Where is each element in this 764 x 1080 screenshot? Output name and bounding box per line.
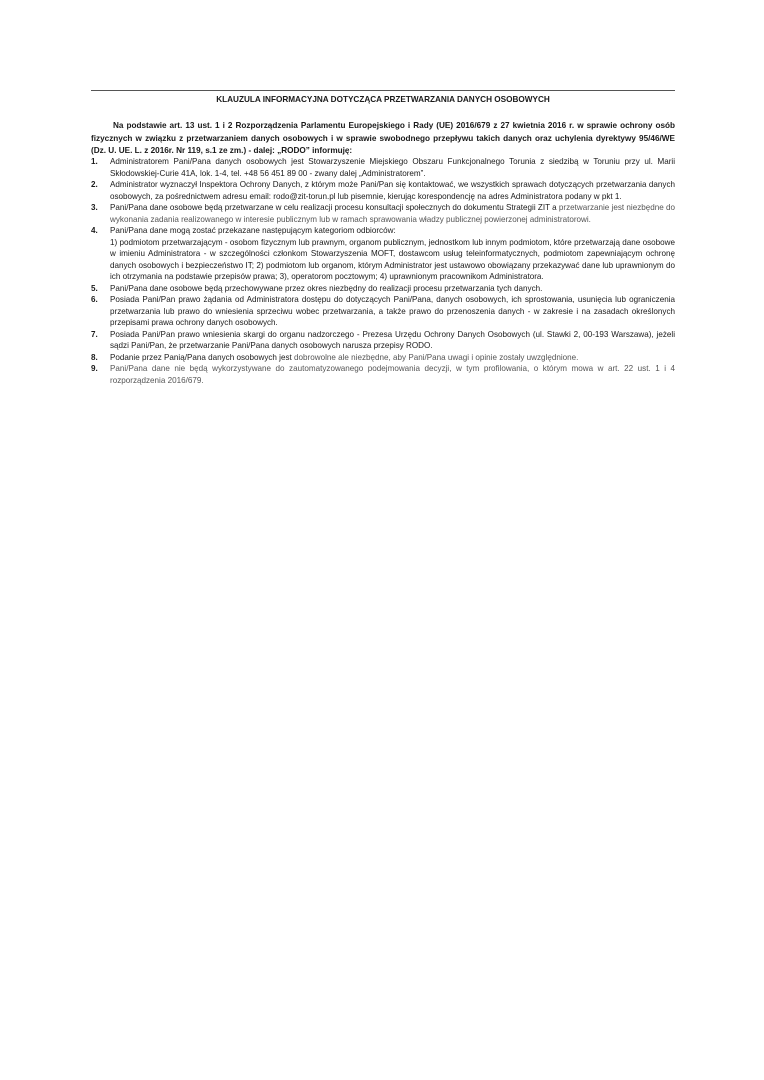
clause-item-3	[91, 202, 675, 225]
clause-text: Posiada Pani/Pan prawo żądania od Administratora dostępu do dotyczących Pani/Pana, danych osobowych, ich sprostowania, usunięcia lub ograniczenia przetwarzania lub prawo do wniesienia sprzeciwu wobec przetwarzania, a także prawo do przenoszenia danych - w zakresie i na zasadach określonych przepisami prawa ochrony danych osobowych.	[110, 295, 675, 327]
intro-paragraph: Na podstawie art. 13 ust. 1 i 2 Rozporządzenia Parlamentu Europejskiego i Rady (UE) 2016/679 z 27 kwietnia 2016 r. w sprawie ochrony osób fizycznych w związku z przetwarzaniem danych osobowych i w sprawie swobodnego przepływu takich danych oraz uchylenia dyrektywy 95/46/WE (Dz. U. UE. L. z 2016r. Nr 119, s.1 ze zm.) - dalej: „RODO” informuję:	[91, 121, 675, 156]
clause-item-5	[91, 283, 675, 295]
clause-text-part: Pani/Pana dane osobowe będą przetwarzane w celu realizacji procesu konsultacji społecznych do dokumentu Strategii ZIT a	[110, 203, 559, 212]
document-title: KLAUZULA INFORMACYJNA DOTYCZĄCA PRZETWARZANIA DANYCH OSOBOWYCH	[216, 95, 550, 104]
clause-number: 9.	[91, 364, 98, 373]
clause-text: Administratorem Pani/Pana danych osobowych jest Stowarzyszenie Miejskiego Obszaru Funkcjonalnego Torunia z siedzibą w Toruniu przy ul. Marii Skłodowskiej-Curie 41A, lok. 1-4, tel. +48 56 451 89 00 - zwany dalej „Administratorem”.	[110, 157, 675, 178]
clause-text	[110, 202, 675, 225]
clause-item-7	[91, 329, 675, 352]
clause-text: Pani/Pana dane mogą zostać przekazane następującym kategoriom odbiorców:	[110, 226, 396, 235]
clause-text: Posiada Pani/Pan prawo wniesienia skargi do organu nadzorczego - Prezesa Urzędu Ochrony Danych Osobowych (ul. Stawki 2, 00-193 Warszawa), jeżeli sądzi Pani/Pan, że przetwarzanie Pani/Pana danych osobowych narusza przepisy RODO.	[110, 329, 675, 350]
clause-text: Pani/Pana dane nie będą wykorzystywane do zautomatyzowanego podejmowania decyzji, w tym profilowania, o którym mowa w art. 22 ust. 1 i 4 rozporządzenia 2016/679.	[110, 364, 675, 385]
clause-text: Administrator wyznaczył Inspektora Ochrony Danych, z którym może Pani/Pan się kontaktować, we wszystkich sprawach dotyczących przetwarzania danych osobowych, za pośrednictwem adresu email: rodo@zit-torun.pl lub pisemnie, kierując korespondencję na adres Administratora podany w pkt 1.	[110, 180, 675, 201]
header-rule	[91, 90, 675, 91]
clause-number: 4.	[91, 226, 98, 235]
clause-text	[110, 352, 675, 364]
clause-number: 2.	[91, 180, 98, 189]
clause-number: 5.	[91, 283, 98, 293]
clause-number: 1.	[91, 157, 98, 166]
clause-list	[91, 156, 675, 386]
clause-item-6	[91, 294, 675, 329]
clause-number: 7.	[91, 329, 98, 339]
clause-text-part-muted: dobrowolne ale niezbędne, aby Pani/Pana uwagi i opinie zostały uwzględnione.	[294, 352, 579, 362]
clause-text: Pani/Pana dane osobowe będą przechowywane przez okres niezbędny do realizacji procesu przetwarzania tych danych.	[110, 283, 543, 293]
clause-text-part-muted: przetwarzanie jest niezbędne do wykonania zadania realizowanego w interesie publicznym lub w ramach sprawowania władzy publicznej powierzonej administratorowi.	[110, 203, 675, 224]
clause-item-9	[91, 363, 675, 386]
clause-item-8	[91, 352, 675, 364]
clause-text-part: Podanie przez Panią/Pana danych osobowych jest	[110, 352, 295, 362]
clause-number: 6.	[91, 295, 98, 304]
clause-number: 3.	[91, 203, 98, 212]
clause-item-1	[91, 156, 675, 179]
clause-item-4	[91, 225, 675, 283]
clause-number: 8.	[91, 352, 98, 362]
clause-subtext: 1) podmiotom przetwarzającym - osobom fizycznym lub prawnym, organom publicznym, jednostkom lub innym podmiotom, które przetwarzają dane osobowe w imieniu Administratora - w szczególności członkom Stowarzyszenia MOFT, dostawcom usług teleinformatycznych, podmiotom zapewniającym ochronę danych osobowych i bezpieczeństwo IT; 2) podmiotom lub organom, którym Administrator jest ustawowo obowiązany przekazywać dane lub uprawnionym do ich otrzymania na podstawie przepisów prawa; 3), operatorom pocztowym; 4) uprawnionym pracownikom Administratora.	[110, 237, 675, 281]
clause-item-2	[91, 179, 675, 202]
